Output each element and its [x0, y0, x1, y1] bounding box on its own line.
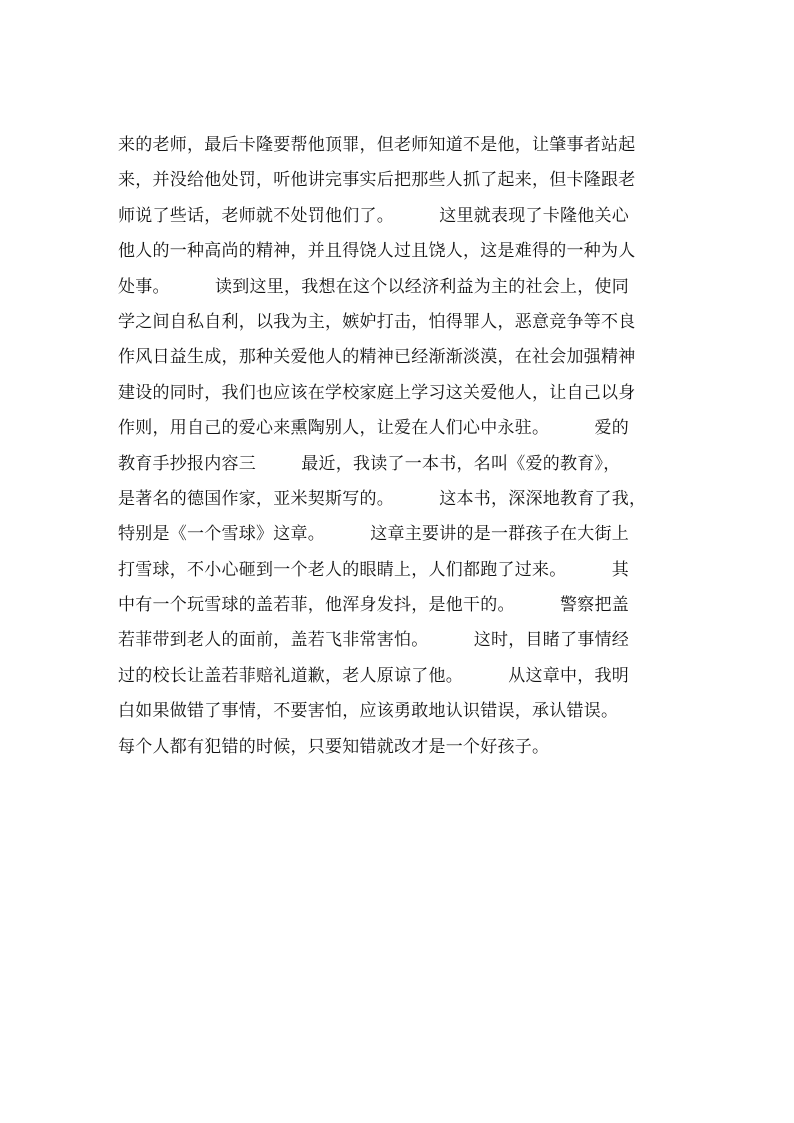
text-line: 若菲带到老人的面前，盖若飞非常害怕。 这时，目睹了事情经 [118, 630, 629, 651]
text-line: 他人的一种高尚的精神，并且得饶人过且饶人，这是难得的一种为人 [118, 241, 636, 262]
text-line: 师说了些话，老师就不处罚他们了。 这里就表现了卡隆他关心 [118, 205, 629, 226]
text-line: 教育手抄报内容三 最近，我读了一本书，名叫《爱的教育》， [118, 453, 621, 474]
text-line: 来，并没给他处罚，听他讲完事实后把那些人抓了起来，但卡隆跟老 [118, 170, 636, 191]
text-line: 每个人都有犯错的时候，只要知错就改才是一个好孩子。 [118, 736, 550, 757]
text-line: 学之间自私自利，以我为主，嫉妒打击，怕得罪人，恶意竞争等不良 [118, 311, 636, 332]
text-line: 白如果做错了事情，不要害怕，应该勇敢地认识错误，承认错误。 [118, 701, 619, 722]
text-line: 过的校长让盖若菲赔礼道歉，老人原谅了他。 从这章中，我明 [118, 665, 629, 686]
text-line: 处事。 读到这里，我想在这个以经济利益为主的社会上，使同 [118, 276, 629, 297]
text-line: 作风日益生成，那种关爱他人的精神已经渐渐淡漠，在社会加强精神 [118, 347, 636, 368]
text-line: 是著名的德国作家，亚米契斯写的。 这本书，深深地教育了我， [118, 488, 647, 509]
text-line: 来的老师，最后卡隆要帮他顶罪，但老师知道不是他，让肇事者站起 [118, 135, 636, 155]
body-text [118, 128, 688, 765]
text-line: 打雪球，不小心砸到一个老人的眼睛上，人们都跑了过来。 其 [118, 559, 629, 580]
text-line: 特别是《一个雪球》这章。 这章主要讲的是一群孩子在大街上 [118, 524, 629, 545]
text-line: 建设的同时，我们也应该在学校家庭上学习这关爱他人，让自己以身 [118, 382, 636, 403]
text-line: 中有一个玩雪球的盖若菲，他浑身发抖，是他干的。 警察把盖 [118, 595, 629, 616]
text-line: 作则，用自己的爱心来熏陶别人，让爱在人们心中永驻。 爱的 [118, 418, 629, 439]
